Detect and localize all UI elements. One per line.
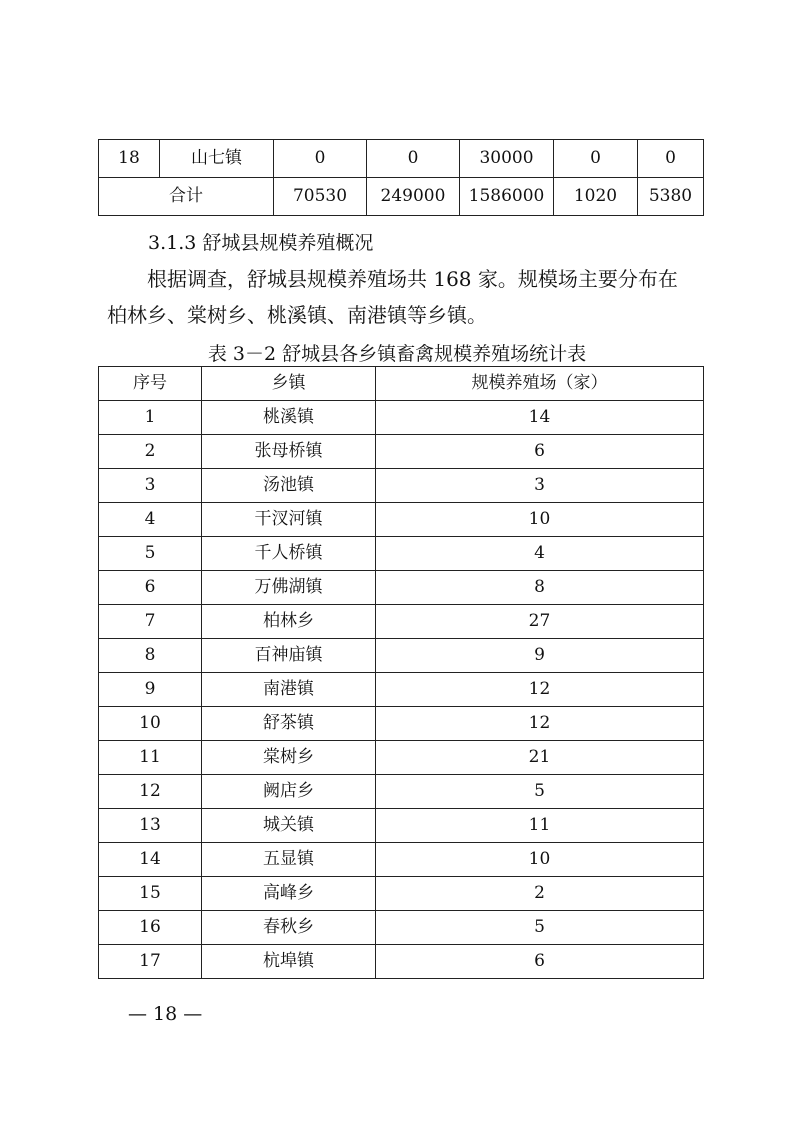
continued-table xyxy=(98,139,704,216)
table-row xyxy=(99,435,704,469)
table-cell: 18 xyxy=(99,140,160,178)
table-row xyxy=(99,945,704,979)
town-cell: 南港镇 xyxy=(202,673,376,707)
serial-cell: 7 xyxy=(99,605,202,639)
farm-count-cell: 6 xyxy=(376,945,704,979)
town-cell: 千人桥镇 xyxy=(202,537,376,571)
total-cell: 70530 xyxy=(274,178,367,216)
total-row xyxy=(99,178,704,216)
town-cell: 高峰乡 xyxy=(202,877,376,911)
serial-cell: 5 xyxy=(99,537,202,571)
table-cell: 0 xyxy=(638,140,704,178)
header-row xyxy=(99,367,704,401)
total-cell: 1586000 xyxy=(460,178,554,216)
town-cell: 棠树乡 xyxy=(202,741,376,775)
table-cell: 0 xyxy=(554,140,638,178)
farm-count-cell: 27 xyxy=(376,605,704,639)
table-row xyxy=(99,775,704,809)
table-caption: 表 3－2 舒城县各乡镇畜禽规模养殖场统计表 xyxy=(207,343,587,365)
total-cell: 249000 xyxy=(367,178,460,216)
table-cell: 0 xyxy=(274,140,367,178)
farm-count-cell: 12 xyxy=(376,673,704,707)
page-number: — 18 — xyxy=(128,1003,203,1025)
serial-cell: 4 xyxy=(99,503,202,537)
total-cell: 1020 xyxy=(554,178,638,216)
serial-cell: 2 xyxy=(99,435,202,469)
town-cell: 万佛湖镇 xyxy=(202,571,376,605)
table-body xyxy=(99,401,704,979)
serial-cell: 14 xyxy=(99,843,202,877)
table-row xyxy=(99,877,704,911)
farm-count-cell: 10 xyxy=(376,503,704,537)
town-cell: 五显镇 xyxy=(202,843,376,877)
farm-count-cell: 2 xyxy=(376,877,704,911)
farm-count-cell: 5 xyxy=(376,911,704,945)
table-cell: 0 xyxy=(367,140,460,178)
farm-count-cell: 11 xyxy=(376,809,704,843)
livestock-farm-table xyxy=(98,366,704,979)
header-serial: 序号 xyxy=(99,367,202,401)
farm-count-cell: 21 xyxy=(376,741,704,775)
table-header xyxy=(99,367,704,401)
farm-count-cell: 14 xyxy=(376,401,704,435)
serial-cell: 1 xyxy=(99,401,202,435)
table-row xyxy=(99,605,704,639)
town-cell: 柏林乡 xyxy=(202,605,376,639)
farm-count-cell: 6 xyxy=(376,435,704,469)
section-heading: 3.1.3 舒城县规模养殖概况 xyxy=(148,232,374,254)
town-cell: 汤池镇 xyxy=(202,469,376,503)
table-row xyxy=(99,140,704,178)
serial-cell: 10 xyxy=(99,707,202,741)
serial-cell: 3 xyxy=(99,469,202,503)
serial-cell: 9 xyxy=(99,673,202,707)
town-cell: 百神庙镇 xyxy=(202,639,376,673)
serial-cell: 16 xyxy=(99,911,202,945)
table-row xyxy=(99,809,704,843)
table-row xyxy=(99,469,704,503)
header-town: 乡镇 xyxy=(202,367,376,401)
continued-table-body xyxy=(99,140,704,216)
serial-cell: 17 xyxy=(99,945,202,979)
serial-cell: 11 xyxy=(99,741,202,775)
table-cell: 30000 xyxy=(460,140,554,178)
farm-count-cell: 10 xyxy=(376,843,704,877)
farm-count-cell: 4 xyxy=(376,537,704,571)
town-cell: 桃溪镇 xyxy=(202,401,376,435)
table-row xyxy=(99,503,704,537)
serial-cell: 15 xyxy=(99,877,202,911)
table-row xyxy=(99,707,704,741)
farm-count-cell: 12 xyxy=(376,707,704,741)
header-farm-count: 规模养殖场（家） xyxy=(376,367,704,401)
body-paragraph: 根据调查，舒城县规模养殖场共 168 家。规模场主要分布在柏林乡、棠树乡、桃溪镇、南港镇等乡镇。 xyxy=(107,267,678,327)
town-cell: 干汊河镇 xyxy=(202,503,376,537)
table-row xyxy=(99,639,704,673)
table-row xyxy=(99,571,704,605)
table-row xyxy=(99,911,704,945)
table-cell: 山七镇 xyxy=(160,140,274,178)
total-label: 合计 xyxy=(99,178,274,216)
total-cell: 5380 xyxy=(638,178,704,216)
farm-count-cell: 5 xyxy=(376,775,704,809)
town-cell: 张母桥镇 xyxy=(202,435,376,469)
town-cell: 春秋乡 xyxy=(202,911,376,945)
serial-cell: 6 xyxy=(99,571,202,605)
serial-cell: 13 xyxy=(99,809,202,843)
table-row xyxy=(99,741,704,775)
farm-count-cell: 3 xyxy=(376,469,704,503)
town-cell: 舒茶镇 xyxy=(202,707,376,741)
table-row xyxy=(99,673,704,707)
farm-count-cell: 9 xyxy=(376,639,704,673)
town-cell: 杭埠镇 xyxy=(202,945,376,979)
town-cell: 阙店乡 xyxy=(202,775,376,809)
serial-cell: 12 xyxy=(99,775,202,809)
table-row xyxy=(99,537,704,571)
town-cell: 城关镇 xyxy=(202,809,376,843)
serial-cell: 8 xyxy=(99,639,202,673)
table-row xyxy=(99,401,704,435)
farm-count-cell: 8 xyxy=(376,571,704,605)
table-row xyxy=(99,843,704,877)
